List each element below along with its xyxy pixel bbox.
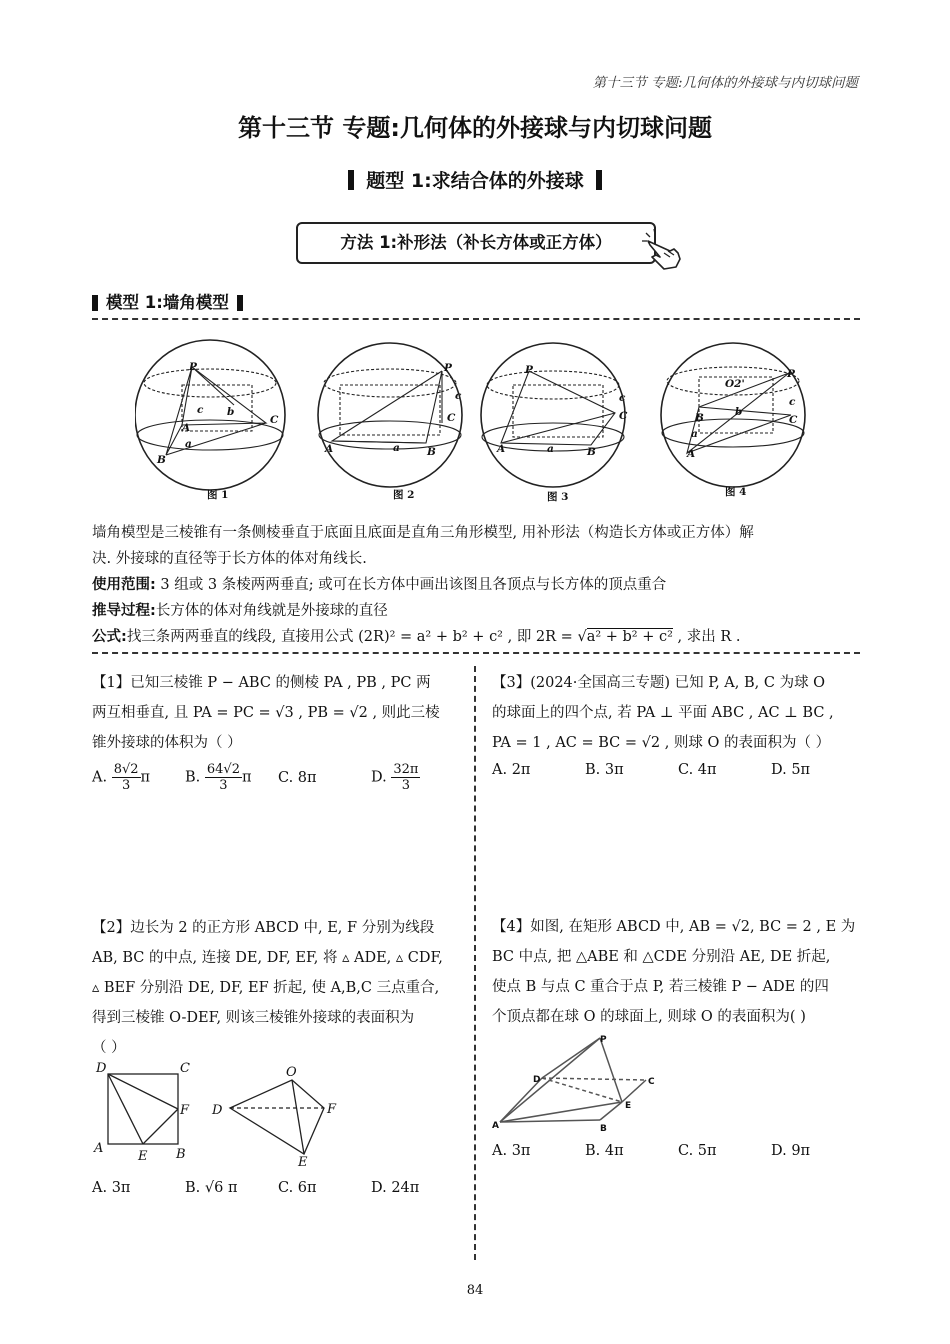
q2-fig-label-d2: D: [212, 1103, 223, 1118]
f3-label-p: P: [525, 364, 533, 376]
f1-label-c-lower: c: [197, 404, 204, 416]
method-box: 方法 1:补形法（补长方体或正方体）: [296, 222, 656, 264]
figure-1: [135, 340, 285, 490]
scope-line: [92, 572, 862, 598]
q4-line-3: 使点 B 与点 C 重合于点 P, 若三棱锥 P − ADE 的四: [492, 979, 829, 995]
q2-line-3: ▵ BEF 分别沿 DE, DF, EF 折起, 使 A,B,C 三点重合,: [92, 980, 440, 996]
page-title: 第十三节 专题:几何体的外接球与内切球问题: [238, 114, 712, 142]
q1-option-b-num: 64√2: [206, 762, 240, 777]
q3-option-b[interactable]: B. 3π: [585, 762, 624, 778]
dashed-divider-top: [92, 318, 860, 320]
f4-label-p: P: [787, 368, 795, 380]
q1-line-1: 【1】已知三棱锥 P − ABC 的侧棱 PA , PB , PC 两: [92, 675, 431, 691]
desc-line-2: 决. 外接球的直径等于长方体的体对角线长.: [92, 551, 367, 567]
f4-label-b: B: [695, 412, 704, 424]
q2-fig-label-b: B: [176, 1147, 186, 1162]
section-heading: [0, 166, 950, 193]
derive-line: [92, 598, 862, 624]
q4-line-4: 个顶点都在球 O 的球面上, 则球 O 的表面积为( ): [492, 1009, 806, 1025]
q3-line-2: 的球面上的四个点, 若 PA ⊥ 平面 ABC , AC ⊥ BC ,: [492, 705, 834, 721]
f4-label-c-lower: c: [789, 396, 796, 408]
model-heading: [92, 289, 243, 313]
q4-line-2: BC 中点, 把 △ABE 和 △CDE 分别沿 AE, DE 折起,: [492, 949, 831, 965]
q1-option-c[interactable]: [278, 770, 371, 786]
f3-label-c: C: [619, 410, 628, 422]
question-3: [492, 668, 864, 758]
dashed-divider-mid: [92, 652, 860, 654]
q1-option-a[interactable]: [92, 762, 185, 793]
q4-option-a[interactable]: A. 3π: [492, 1143, 531, 1159]
f4-label-a-lower: a: [691, 428, 698, 440]
f2-label-a-lower: a: [393, 442, 400, 454]
f4-label-c: C: [789, 414, 798, 426]
sqrt-sign: √: [577, 629, 587, 645]
q1-option-b-tail: π: [241, 769, 252, 786]
q1-option-d-frac: [391, 762, 420, 793]
derive-text: 长方体的体对角线就是外接球的直径: [155, 603, 388, 619]
q1-option-d-label: D.: [371, 769, 387, 786]
formula-label: 公式:: [92, 629, 127, 645]
q1-option-c-label: C.: [278, 769, 294, 786]
desc-line-1: 墙角模型是三棱锥有一条侧棱垂直于底面且底面是直角三角形模型, 用补形法（构造长方体或正方体）解: [92, 525, 754, 541]
q3-options: [492, 762, 864, 778]
q1-option-b-frac: [205, 762, 242, 793]
q1-option-d-den: 3: [401, 778, 411, 793]
q4-option-b[interactable]: B. 4π: [585, 1143, 624, 1159]
q1-option-d[interactable]: [371, 762, 464, 793]
q1-option-b-den: 3: [219, 778, 228, 793]
f3-label-c-lower: c: [619, 392, 626, 404]
pointing-hand-icon: [640, 225, 688, 273]
f2-label-c-lower: c: [455, 390, 462, 402]
q1-option-a-label: A.: [92, 769, 108, 786]
figure-3: [481, 343, 625, 487]
q3-option-a[interactable]: A. 2π: [492, 762, 531, 778]
caption-fig-1: 图 1: [207, 489, 229, 501]
q2-line-5: （ ）: [92, 1040, 126, 1056]
f1-label-p: P: [189, 361, 197, 373]
heading-bar-left: [348, 170, 354, 190]
q4-figure: [490, 1032, 670, 1134]
q2-option-b[interactable]: B. √6 π: [185, 1180, 238, 1196]
f1-label-a-lower: a: [185, 438, 192, 450]
q2-line-4: 得到三棱锥 O-DEF, 则该三棱锥外接球的表面积为: [92, 1010, 415, 1026]
q1-line-2: 两互相垂直, 且 PA = PC = √3 , PB = √2 , 则此三棱: [92, 705, 440, 721]
q2-fig-label-e: E: [138, 1149, 148, 1164]
q4-fig-label-b: B: [600, 1124, 607, 1134]
q4-option-c[interactable]: C. 5π: [678, 1143, 717, 1159]
model-description: [92, 520, 862, 650]
q2-fig-label-f2: F: [327, 1102, 337, 1117]
model-heading-text: 模型 1:墙角模型: [106, 293, 229, 312]
f3-label-a: A: [497, 443, 506, 455]
q3-line-3: PA = 1 , AC = BC = √2 , 则球 O 的表面积为（ ）: [492, 735, 831, 751]
heading-bar-right: [596, 170, 602, 190]
q2-line-2: AB, BC 的中点, 连接 DE, DF, EF, 将 ▵ ADE, ▵ CDF,: [92, 950, 443, 966]
model-bar-right: [237, 295, 243, 311]
f2-label-p: P: [444, 362, 452, 374]
f2-label-c: C: [447, 412, 456, 424]
q4-options: [492, 1143, 864, 1159]
derive-label: 推导过程:: [92, 603, 156, 619]
q1-option-d-num: 32π: [393, 762, 419, 777]
q3-option-d[interactable]: D. 5π: [771, 762, 811, 778]
q1-line-3: 锥外接球的体积为（ ）: [92, 735, 242, 751]
question-1: [92, 668, 464, 758]
q2-fig-label-e2: E: [298, 1155, 308, 1170]
f4-label-b-lower: b: [735, 406, 743, 418]
formula-sqrt-radicand: a² + b² + c²: [586, 629, 673, 645]
page-number: 84: [466, 1283, 484, 1298]
model-bar-left: [92, 295, 98, 311]
q2-line-1: 【2】边长为 2 的正方形 ABCD 中, E, F 分别为线段: [92, 920, 435, 936]
section-heading-text: 题型 1:求结合体的外接球: [366, 170, 584, 192]
q2-option-a[interactable]: A. 3π: [92, 1180, 131, 1196]
q1-option-a-den: 3: [121, 778, 131, 793]
q2-fig-label-c: C: [180, 1061, 190, 1076]
figure-2: [318, 343, 462, 487]
caption-fig-4: 图 4: [725, 486, 747, 498]
f1-label-b: B: [157, 454, 166, 466]
column-divider: [474, 666, 476, 1260]
f1-label-b-lower: b: [227, 406, 235, 418]
q4-fig-label-a: A: [492, 1121, 499, 1131]
q2-fig-label-f: F: [180, 1103, 190, 1118]
q1-option-a-tail: π: [140, 769, 151, 786]
q2-fig-label-a: A: [94, 1141, 104, 1156]
q1-options: [92, 762, 464, 793]
f4-label-a: A: [687, 448, 696, 460]
f3-label-a-lower: a: [547, 443, 554, 455]
q4-line-1: 【4】如图, 在矩形 ABCD 中, AB = √2, BC = 2 , E 为: [492, 919, 856, 935]
q1-option-a-frac: [112, 762, 141, 793]
formula-text-1: 找三条两两垂直的线段, 直接用公式 (2R)² = a² + b² + c² , 即 2R =: [126, 629, 578, 645]
f1-label-c: C: [270, 414, 279, 426]
f2-label-b: B: [427, 446, 436, 458]
q1-option-b[interactable]: [185, 762, 278, 793]
q3-line-1: 【3】(2024·全国高三专题) 已知 P, A, B, C 为球 O: [492, 675, 826, 691]
caption-fig-2: 图 2: [393, 489, 415, 501]
q3-option-c[interactable]: C. 4π: [678, 762, 717, 778]
q2-fig-label-d: D: [96, 1061, 107, 1076]
q4-fig-label-c: C: [648, 1077, 655, 1087]
caption-fig-3: 图 3: [547, 491, 569, 503]
f3-label-b: B: [587, 446, 596, 458]
running-head: 第十三节 专题:几何体的外接球与内切球问题: [592, 75, 858, 91]
question-2: [92, 913, 468, 1063]
q1-option-a-num: 8√2: [113, 762, 139, 777]
f4-label-o2: O2': [725, 378, 745, 390]
scope-label: 使用范围:: [92, 577, 156, 593]
f1-label-a: A: [182, 422, 191, 434]
f2-label-a: A: [325, 443, 334, 455]
q4-fig-label-d: D: [533, 1075, 541, 1085]
q2-fig-label-o: O: [286, 1065, 297, 1080]
q4-fig-label-p: P: [600, 1035, 607, 1045]
q2-figure: [92, 1060, 362, 1170]
q4-fig-label-e: E: [625, 1101, 632, 1111]
scope-text: 3 组或 3 条棱两两垂直; 或可在长方体中画出该图且各顶点与长方体的顶点重合: [155, 577, 667, 593]
q2-options: [92, 1180, 464, 1196]
q4-option-d[interactable]: D. 9π: [771, 1143, 811, 1159]
question-4: [492, 912, 868, 1032]
q2-option-d[interactable]: D. 24π: [371, 1180, 420, 1196]
figure-4: [661, 343, 805, 487]
sphere-figures: [135, 335, 815, 505]
formula-text-2: , 求出 R .: [672, 629, 741, 645]
q1-option-c-text: 8π: [297, 769, 317, 786]
formula-line: [92, 624, 862, 650]
q2-option-c[interactable]: C. 6π: [278, 1180, 317, 1196]
q1-option-b-label: B.: [185, 769, 201, 786]
